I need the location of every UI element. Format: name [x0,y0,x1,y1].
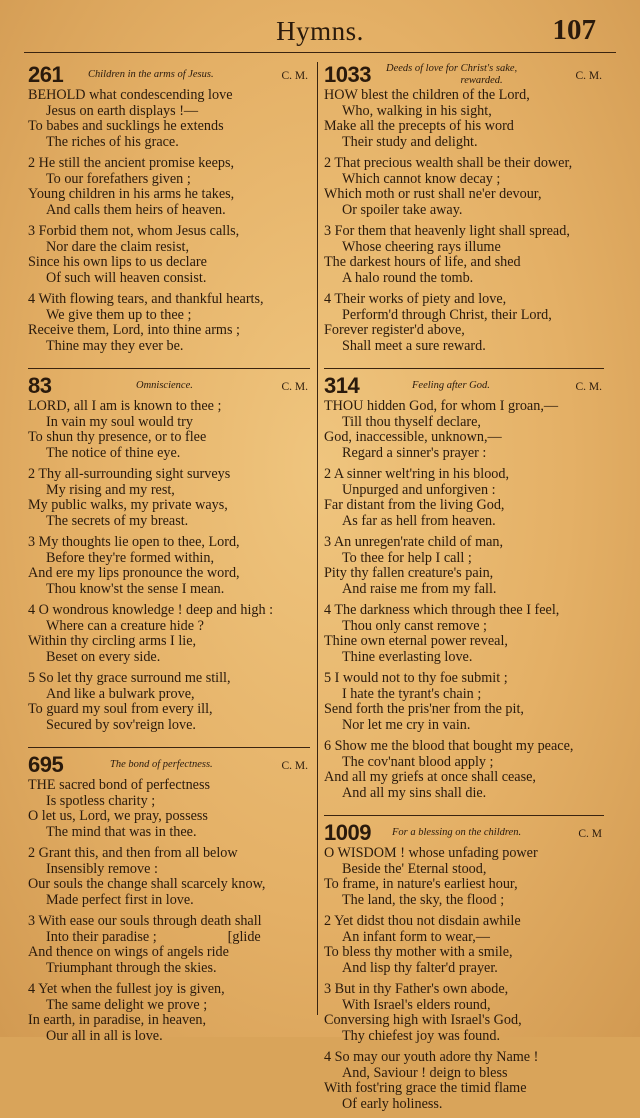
verse-line: Or spoiler take away. [342,201,463,218]
hymn-number: 1009 [324,820,371,845]
verse-line: Nor dare the claim resist, [46,238,190,255]
verse-line: 2 Grant this, and then from all below [28,845,238,861]
hymn-title-line: Deeds of love for Christ's sake, [386,63,518,74]
verse-line: 4 So may our youth adore thy Name ! [324,1049,539,1065]
verse-line: 2 Thy all-surrounding sight surveys [28,466,231,482]
verse-line: To guard my soul from every ill, [28,701,213,717]
hymn-separator [324,807,604,816]
header-rule [24,52,616,53]
stanza [24,292,314,354]
verse-line: Thine own eternal power reveal, [324,633,508,649]
verse-line: The secrets of my breast. [46,512,189,529]
verse-line: Our souls the change shall scarcely know, [28,876,266,892]
page-number: 107 [552,14,596,46]
verse-line: Thine everlasting love. [342,648,473,665]
verse-line: An infant form to wear,— [342,928,490,945]
verse-line: Their study and delight. [342,133,478,150]
verse-line: I hate the tyrant's chain ; [342,685,482,702]
verse-line: Where can a creature hide ? [46,617,204,634]
verse-line: To shun thy presence, or to flee [28,429,207,445]
column-divider [317,62,318,1015]
verse-line: And lisp thy falter'd prayer. [342,959,498,976]
verse-line: Within thy circling arms I lie, [28,633,197,649]
verse-line: Jesus on earth displays !— [46,102,199,119]
running-title: Hymns. [276,16,364,46]
verse-line: 2 He still the ancient promise keeps, [28,155,235,171]
verse-line: Which moth or rust shall ne'er devour, [324,186,542,202]
stanza [320,156,608,218]
verse-line: Thou know'st the sense I mean. [46,580,225,597]
verse-line: 3 With ease our souls through death shall [28,913,262,929]
verse-line: Our all in all is love. [46,1027,163,1044]
verse-line: 3 Forbid them not, whom Jesus calls, [28,223,240,239]
stanza [24,778,314,840]
verse-line: Of such will heaven consist. [46,269,207,286]
verse-line: 2 A sinner welt'ring in his blood, [324,466,510,482]
verse-line: And ere my lips pronounce the word, [28,565,240,581]
verse-line: Thy chiefest joy was found. [342,1027,500,1044]
verse-line: Is spotless charity ; [46,792,156,809]
verse-line: Young children in his arms he takes, [28,186,235,202]
verse-line: The mind that was in thee. [46,823,197,840]
verse-line: God, inaccessible, unknown,— [324,429,502,445]
stanza [24,88,314,150]
verse-line: LORD, all I am is known to thee ; [28,398,222,414]
verse-line: Secured by sov'reign love. [46,716,196,733]
hymn-1033 [320,62,608,354]
hymn-separator [28,739,310,748]
verse-line: In vain my soul would try [46,413,193,430]
hymn-meter: C. M. [281,760,308,772]
verse-line: Perform'd through Christ, their Lord, [342,306,552,323]
hymn-meter: C. M. [575,70,602,82]
hymn-meter: C. M. [281,381,308,393]
stanza [320,467,608,529]
verse-line: 3 But in thy Father's own abode, [324,981,509,997]
stanza [24,467,314,529]
hymn-title-line: rewarded. [460,75,503,86]
verse-line: Till thou thyself declare, [342,413,481,430]
verse-line: Into their paradise ; [glide [46,928,261,945]
verse-line: 2 That precious wealth shall be their dower, [324,155,573,171]
verse-line: Triumphant through the skies. [46,959,217,976]
hymn-number: 695 [28,752,64,777]
hymn-header [24,62,314,88]
verse-line: Thine may they ever be. [46,337,184,354]
stanza [320,739,608,801]
verse-line: To babes and sucklings he extends [28,118,224,134]
verse-line: Beset on every side. [46,648,161,665]
verse-line: Receive them, Lord, into thine arms ; [28,322,240,338]
verse-line: Pity thy fallen creature's pain, [324,565,494,581]
verse-line: Who, walking in his sight, [342,102,492,119]
verse-line: Before they're formed within, [46,549,215,566]
stanza [320,1050,608,1112]
verse-line: To our forefathers given ; [46,170,191,187]
verse-line: Insensibly remove : [46,860,158,877]
hymn-83 [24,373,314,733]
verse-line: 5 So let thy grace surround me still, [28,670,231,686]
verse-line: Since his own lips to us declare [28,254,207,270]
verse-line: Nor let me cry in vain. [342,716,471,733]
verse-line: To bless thy mother with a smile, [324,944,513,960]
verse-line: 2 Yet didst thou not disdain awhile [324,913,521,929]
hymn-title [386,63,517,87]
stanza [320,846,608,908]
verse-line: A halo round the tomb. [342,269,474,286]
verse-line: THOU hidden God, for whom I groan,— [324,398,559,414]
verse-line: To frame, in nature's earliest hour, [324,876,518,892]
verse-line: O let us, Lord, we pray, possess [28,808,208,824]
hymn-number: 261 [28,62,64,87]
stanza [320,292,608,354]
verse-line: BEHOLD what condescending love [28,87,233,103]
verse-line: Shall meet a sure reward. [342,337,486,354]
left-column [24,62,314,1050]
verse-line: The cov'nant blood apply ; [342,753,494,770]
verse-line: 4 With flowing tears, and thankful hearts, [28,291,264,307]
stanza [24,399,314,461]
verse-line: With fost'ring grace the timid flame [324,1080,527,1096]
hymn-separator [324,360,604,369]
hymn-1009 [320,820,608,1112]
stanza [24,535,314,597]
verse-line: Made perfect first in love. [46,891,194,908]
verse-line: Of early holiness. [342,1095,443,1112]
hymn-header [24,752,314,778]
verse-line: With Israel's elders round, [342,996,491,1013]
verse-line: Which cannot know decay ; [342,170,501,187]
hymn-title: The bond of perfectness. [110,759,213,770]
verse-line: 4 The darkness which through thee I feel, [324,602,560,618]
verse-line: O WISDOM ! whose unfading power [324,845,538,861]
stanza [320,399,608,461]
hymn-title: Children in the arms of Jesus. [88,69,214,80]
stanza [320,671,608,733]
verse-line: 5 I would not to thy foe submit ; [324,670,508,686]
verse-line: The same delight we prove ; [46,996,208,1013]
hymn-number: 1033 [324,62,371,87]
verse-line: The darkest hours of life, and shed [324,254,521,270]
hymn-meter: C. M [578,828,602,840]
stanza [24,914,314,976]
verse-line: Forever register'd above, [324,322,465,338]
verse-line: Send forth the pris'ner from the pit, [324,701,524,717]
hymn-number: 314 [324,373,360,398]
hymn-number: 83 [28,373,52,398]
verse-line: In earth, in paradise, in heaven, [28,1012,207,1028]
verse-line: We give them up to thee ; [46,306,192,323]
verse-line: Make all the precepts of his word [324,118,514,134]
hymn-title: Feeling after God. [412,380,490,391]
hymn-314 [320,373,608,801]
hymn-695 [24,752,314,1044]
stanza [24,671,314,733]
stanza [320,603,608,665]
verse-line: 3 For them that heavenly light shall spread, [324,223,570,239]
hymn-header [320,373,608,399]
verse-line: Whose cheering rays illume [342,238,501,255]
hymn-header [24,373,314,399]
verse-line: Conversing high with Israel's God, [324,1012,522,1028]
hymn-meter: C. M. [575,381,602,393]
stanza [24,603,314,665]
stanza [24,846,314,908]
verse-line: Thou only canst remove ; [342,617,487,634]
verse-line: Far distant from the living God, [324,497,505,513]
verse-line: And thence on wings of angels ride [28,944,229,960]
verse-line: And all my sins shall die. [342,784,487,801]
stanza [320,982,608,1044]
verse-line: Beside the' Eternal stood, [342,860,487,877]
verse-line: 6 Show me the blood that bought my peace, [324,738,574,754]
page-header [0,0,640,52]
verse-line: And like a bulwark prove, [46,685,195,702]
verse-line: The land, the sky, the flood ; [342,891,505,908]
verse-line: 3 My thoughts lie open to thee, Lord, [28,534,240,550]
verse-line: 4 Yet when the fullest joy is given, [28,981,225,997]
verse-line: And calls them heirs of heaven. [46,201,226,218]
verse-line: THE sacred bond of perfectness [28,777,210,793]
verse-line: My rising and my rest, [46,481,175,498]
verse-line: As far as hell from heaven. [342,512,496,529]
stanza [320,88,608,150]
verse-line: And raise me from my fall. [342,580,497,597]
verse-line: The notice of thine eye. [46,444,181,461]
verse-line: And, Saviour ! deign to bless [342,1064,508,1081]
verse-line: Regard a sinner's prayer : [342,444,487,461]
hymn-title: For a blessing on the children. [392,827,522,838]
hymn-separator [28,360,310,369]
hymn-meter: C. M. [281,70,308,82]
stanza [24,156,314,218]
verse-line: 3 An unregen'rate child of man, [324,534,504,550]
stanza [24,224,314,286]
verse-line: Unpurged and unforgiven : [342,481,496,498]
verse-line: And all my griefs at once shall cease, [324,769,536,785]
hymn-header [320,820,608,846]
stanza [320,535,608,597]
stanza [320,224,608,286]
hymn-title: Omniscience. [136,380,193,391]
stanza [320,914,608,976]
verse-line: 4 O wondrous knowledge ! deep and high : [28,602,274,618]
verse-line: My public walks, my private ways, [28,497,228,513]
verse-line: The riches of his grace. [46,133,179,150]
right-column [320,62,608,1118]
verse-line: HOW blest the children of the Lord, [324,87,530,103]
hymn-261 [24,62,314,354]
verse-line: To thee for help I call ; [342,549,472,566]
hymn-header [320,62,608,88]
verse-line: 4 Their works of piety and love, [324,291,507,307]
stanza [24,982,314,1044]
